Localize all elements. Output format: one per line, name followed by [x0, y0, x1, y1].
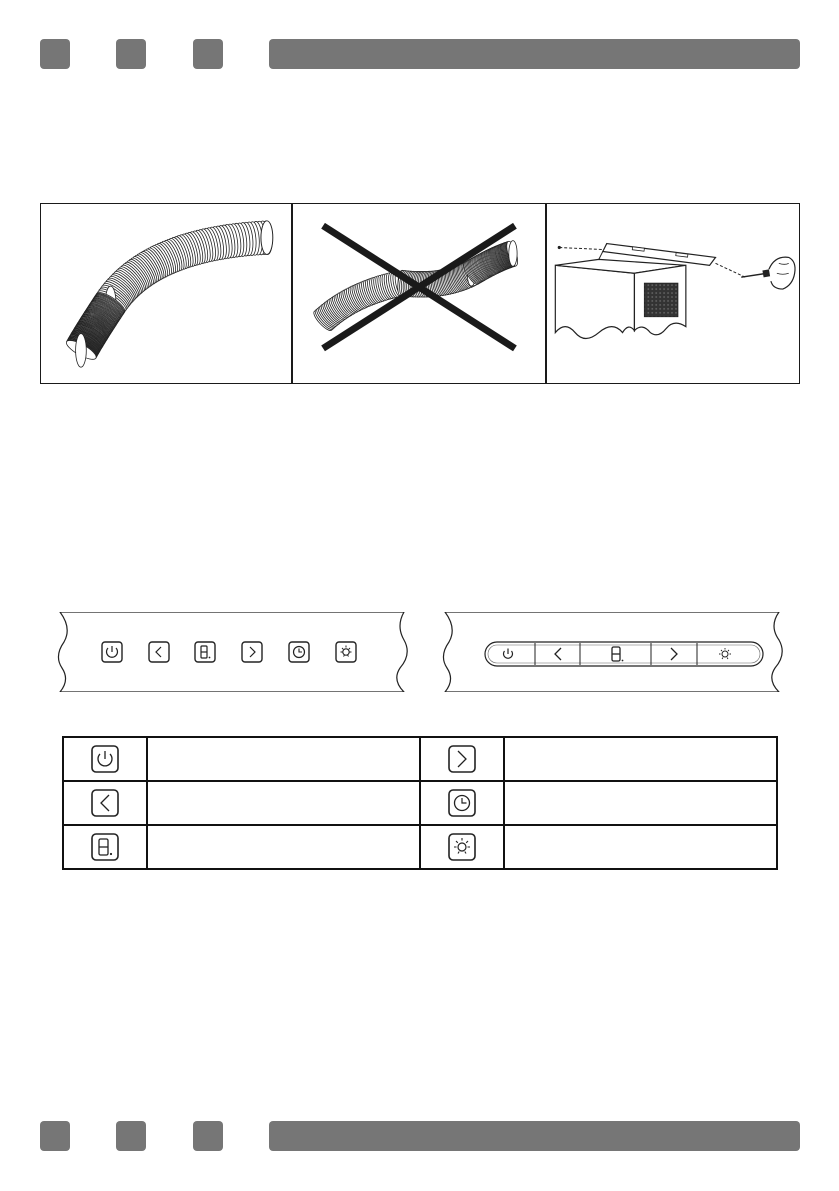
panel1-timer-button[interactable] — [289, 642, 309, 662]
footer-bar — [269, 1121, 800, 1151]
table-row — [63, 737, 777, 781]
touch-panel — [435, 612, 785, 692]
timer-description — [504, 781, 777, 825]
digit-display-description — [147, 825, 420, 869]
table-row — [63, 825, 777, 869]
controls-legend-table — [62, 736, 778, 870]
left-arrow-description — [147, 781, 420, 825]
header-square-2 — [116, 39, 146, 69]
hood-bracket-screwdriver-illustration — [547, 204, 799, 383]
panel1-digit-display — [195, 642, 215, 662]
crossed-out-duct-illustration — [293, 204, 545, 383]
figure-hood-mounting-bracket — [546, 203, 800, 384]
footer-square-2 — [116, 1121, 146, 1151]
light-icon — [447, 832, 477, 862]
power-icon — [90, 744, 120, 774]
left-arrow-icon — [90, 788, 120, 818]
header-bar — [269, 39, 800, 69]
footer-square-3 — [193, 1121, 223, 1151]
figure-flexible-duct — [40, 203, 292, 384]
header-square-1 — [40, 39, 70, 69]
button-panel — [54, 612, 410, 692]
footer-square-1 — [40, 1121, 70, 1151]
figure-bent-duct-prohibited — [292, 203, 546, 384]
right-arrow-description — [504, 737, 777, 781]
panel1-left-button[interactable] — [149, 642, 169, 662]
digit-display-icon — [90, 832, 120, 862]
light-description — [504, 825, 777, 869]
right-arrow-icon — [447, 744, 477, 774]
table-row — [63, 781, 777, 825]
timer-icon — [447, 788, 477, 818]
power-description — [147, 737, 420, 781]
header-square-3 — [193, 39, 223, 69]
panel1-power-button[interactable] — [102, 642, 122, 662]
duct-hose-illustration — [41, 204, 291, 383]
panel1-right-button[interactable] — [242, 642, 262, 662]
panel1-light-button[interactable] — [336, 642, 356, 662]
